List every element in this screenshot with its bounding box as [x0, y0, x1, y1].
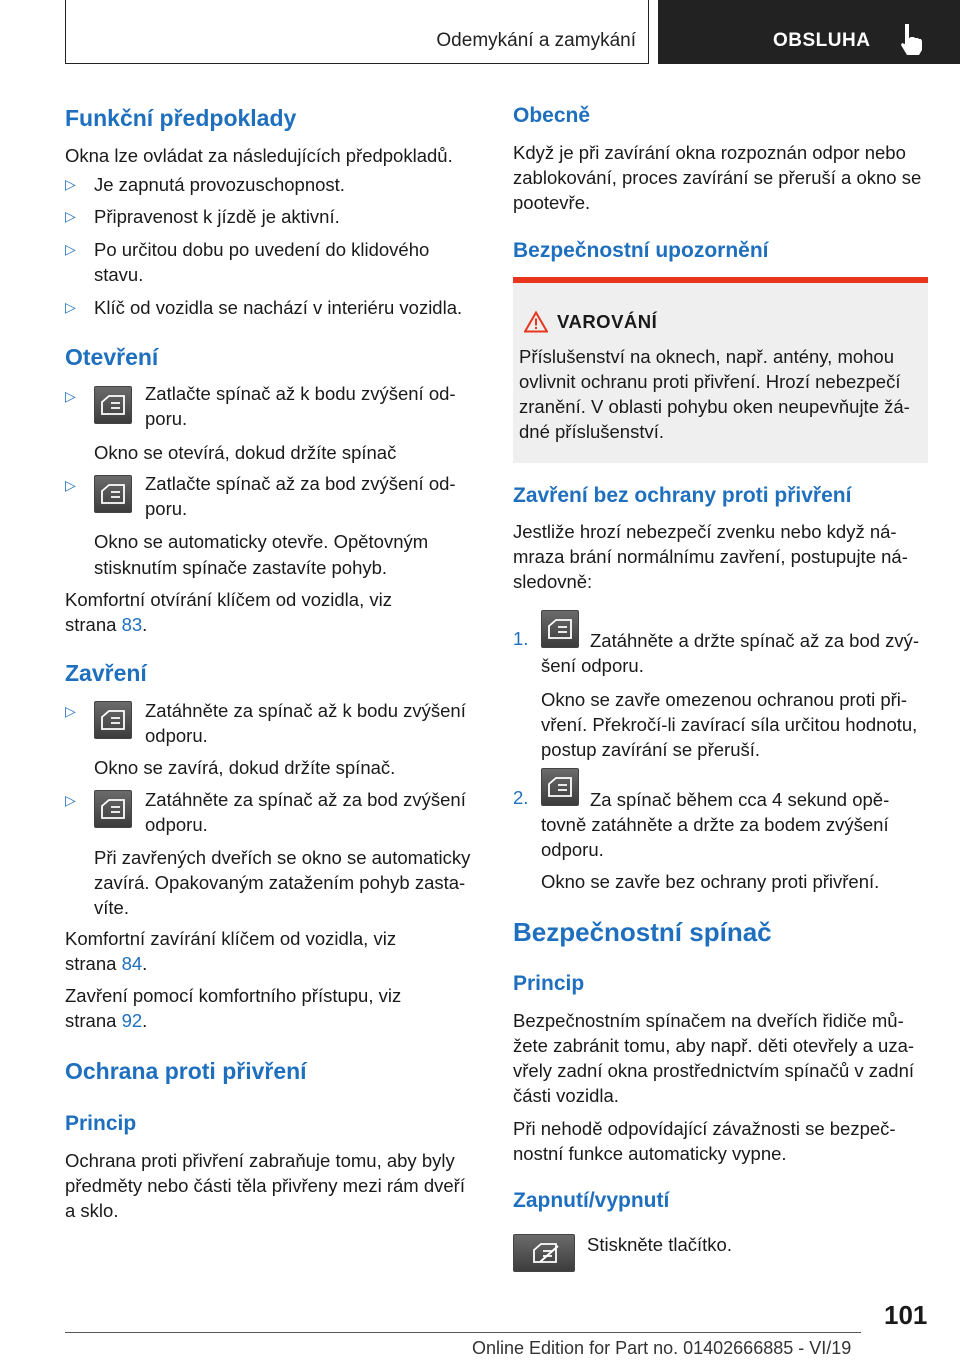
heading-funkcni-predpoklady: Funkční předpoklady	[65, 105, 297, 131]
bez-ochrany-text: Jestliže hrozí nebezpečí zvenku nebo když ná-	[513, 521, 897, 542]
page-link-84[interactable]: 84	[121, 953, 143, 974]
bullet-triangle-icon: ▷	[65, 241, 76, 257]
footer-divider	[65, 1332, 861, 1333]
step-1-text: Zatáhněte a držte spínač až za bod zvý-	[590, 630, 920, 651]
page-number: 101	[884, 1300, 928, 1330]
step-1-result: postup zavírání se přeruší.	[541, 739, 761, 760]
obecne-text: Když je při zavírání okna rozpoznán odpor nebo	[513, 142, 906, 163]
bullet-triangle-icon: ▷	[65, 299, 76, 315]
otevreni-step-2-cont: poru.	[145, 498, 188, 519]
zavreni-pristup: Zavření pomocí komfortního přístupu, viz	[65, 985, 402, 1006]
footer-edition: Online Edition for Part no. 01402666885 - VI/19	[472, 1338, 852, 1358]
heading-princip-2: Princip	[513, 972, 585, 995]
header-chapter-label: OBSLUHA	[773, 30, 871, 51]
step-2-text-cont: odporu.	[541, 839, 604, 860]
bullet-triangle-icon: ▷	[65, 477, 76, 493]
princip-text: předměty nebo části těla přivřeny mezi rám dveří	[65, 1175, 465, 1196]
princip-2-text: žete zabránit tomu, aby např. děti otevřely a uza-	[513, 1035, 915, 1056]
step-1-text-cont: šení odporu.	[541, 655, 644, 676]
bullet-triangle-icon: ▷	[65, 703, 76, 719]
princip-2-text: Při nehodě odpovídající závažnosti se bezpeč-	[513, 1118, 896, 1139]
otevreni-step-1-cont: poru.	[145, 408, 188, 429]
funkcni-item: Připravenost k jízdě je aktivní.	[94, 206, 340, 227]
step-2-result: Okno se zavře bez ochrany proti přivření.	[541, 871, 880, 892]
heading-otevreni: Otevření	[65, 344, 159, 370]
zavreni-step-2-result-cont: víte.	[94, 897, 129, 918]
warning-title: VAROVÁNÍ	[557, 311, 658, 332]
bullet-triangle-icon: ▷	[65, 388, 76, 404]
zapnuti-text: Stiskněte tlačítko.	[587, 1234, 732, 1255]
zavreni-step-1-cont: odporu.	[145, 725, 208, 746]
princip-2-text: Bezpečnostním spínačem na dveřích řidiče mů-	[513, 1010, 904, 1031]
otevreni-step-1-result: Okno se otevírá, dokud držíte spínač	[94, 442, 397, 463]
obecne-text: pootevře.	[513, 192, 591, 213]
bez-ochrany-text: sledovně:	[513, 571, 593, 592]
warning-text: zranění. V oblasti pohybu oken neupevňujte žá-	[519, 396, 910, 417]
otevreni-step-2-result: Okno se automaticky otevře. Opětovným	[94, 531, 429, 552]
funkcni-item: Klíč od vozidla se nachází v interiéru vozidla.	[94, 297, 463, 318]
zavreni-step-2-cont: odporu.	[145, 814, 208, 835]
otevreni-step-1: Zatlačte spínač až k bodu zvýšení od-	[145, 383, 456, 404]
zavreni-step-2-result: Při zavřených dveřích se okno se automaticky	[94, 847, 471, 868]
heading-zavreni: Zavření	[65, 660, 147, 686]
funkcni-intro: Okna lze ovládat za následujících předpokladů.	[65, 145, 453, 166]
zavreni-step-1-result: Okno se zavírá, dokud držíte spínač.	[94, 757, 396, 778]
bullet-triangle-icon: ▷	[65, 176, 76, 192]
window-switch-icon	[541, 610, 579, 648]
header-chapter-tab	[658, 0, 960, 64]
princip-text: a sklo.	[65, 1200, 119, 1221]
hand-pointer-icon	[898, 22, 924, 56]
window-switch-icon	[94, 790, 132, 828]
step-1-result: Okno se zavře omezenou ochranou proti při-	[541, 689, 908, 710]
obecne-text: zablokování, proces zavírání se přeruší a okno se	[513, 167, 922, 188]
warning-box	[513, 277, 928, 463]
heading-zapnuti-vypnuti: Zapnutí/vypnutí	[513, 1189, 670, 1212]
otevreni-step-2: Zatlačte spínač až za bod zvýšení od-	[145, 473, 456, 494]
bullet-triangle-icon: ▷	[65, 792, 76, 808]
otevreni-step-2-result-cont: stisknutím spínače zastavíte pohyb.	[94, 557, 388, 578]
step-number: 1.	[513, 628, 529, 649]
step-number: 2.	[513, 787, 529, 808]
zavreni-komfort: Komfortní zavírání klíčem od vozidla, viz	[65, 928, 397, 949]
princip-2-text: vřely zadní okna prostřednictvím spínačů v zadní	[513, 1060, 915, 1081]
step-2-text: Za spínač během cca 4 sekund opě-	[590, 789, 890, 810]
page-link-92[interactable]: 92	[121, 1010, 143, 1031]
window-switch-icon	[541, 768, 579, 806]
page-link-83[interactable]: 83	[121, 614, 143, 635]
funkcni-item: Po určitou dobu po uvedení do klidového	[94, 239, 430, 260]
funkcni-item: stavu.	[94, 264, 144, 285]
zavreni-step-2-result-cont: zavírá. Opakovaným zatažením pohyb zasta-	[94, 872, 466, 893]
window-switch-icon	[94, 475, 132, 513]
heading-bezpecnostni-upozorneni: Bezpečnostní upozornění	[513, 239, 769, 262]
otevreni-komfort-ref: strana 83.	[65, 614, 148, 635]
princip-2-text: části vozidla.	[513, 1085, 619, 1106]
princip-text: Ochrana proti přivření zabraňuje tomu, aby byly	[65, 1150, 455, 1171]
heading-ochrana-proti-privreni: Ochrana proti přivření	[65, 1058, 307, 1084]
bez-ochrany-text: mraza brání normálnímu zavření, postupujte ná-	[513, 546, 908, 567]
zavreni-step-1: Zatáhněte za spínač až k bodu zvýšení	[145, 700, 466, 721]
header-section-title: Odemykání a zamykání	[436, 30, 636, 51]
header-section-box	[65, 0, 649, 64]
zavreni-komfort-ref: strana 84.	[65, 953, 148, 974]
heading-zavreni-bez-ochrany: Zavření bez ochrany proti přivření	[513, 484, 852, 507]
window-switch-icon	[94, 386, 132, 424]
bullet-triangle-icon: ▷	[65, 208, 76, 224]
window-switch-icon	[94, 701, 132, 739]
warning-triangle-icon	[524, 311, 548, 333]
warning-text: ovlivnit ochranu proti přivření. Hrozí nebezpečí	[519, 371, 901, 392]
zavreni-step-2: Zatáhněte za spínač až za bod zvýšení	[145, 789, 466, 810]
funkcni-item: Je zapnutá provozuschopnost.	[94, 174, 345, 195]
safety-switch-icon	[513, 1234, 575, 1272]
heading-bezpecnostni-spinac: Bezpečnostní spínač	[513, 917, 772, 947]
otevreni-komfort: Komfortní otvírání klíčem od vozidla, viz	[65, 589, 392, 610]
zavreni-pristup-ref: strana 92.	[65, 1010, 148, 1031]
princip-2-text: nostní funkce automaticky vypne.	[513, 1143, 787, 1164]
step-2-text-cont: tovně zatáhněte a držte za bodem zvýšení	[541, 814, 889, 835]
step-1-result: vření. Překročí-li zavírací síla určitou hodnotu,	[541, 714, 918, 735]
warning-text: Příslušenství na oknech, např. antény, mohou	[519, 346, 895, 367]
warning-text: dné příslušenství.	[519, 421, 664, 442]
heading-obecne: Obecně	[513, 104, 591, 127]
heading-princip: Princip	[65, 1112, 137, 1135]
